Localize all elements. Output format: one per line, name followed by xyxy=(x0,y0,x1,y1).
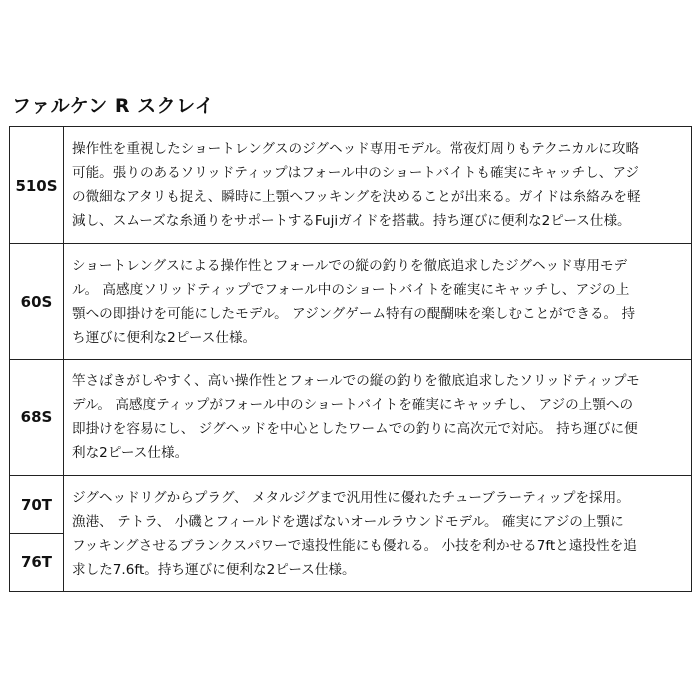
description-line: 漁港、 テトラ、 小磯とフィールドを選ばないオールラウンドモデル。 確実にアジの上顎に xyxy=(72,514,624,530)
description-cell xyxy=(72,254,683,350)
description-cell xyxy=(72,369,683,465)
description-line: ショートレングスによる操作性とフォールでの縦の釣りを徹底追求したジグヘッド専用モデ xyxy=(72,258,628,274)
description-line: ジグヘッドリグからプラグ、 メタルジグまで汎用性に優れたチューブラーティップを採用。 xyxy=(72,490,630,506)
table-row xyxy=(10,360,691,476)
description-line: フッキングさせるブランクスパワーで遠投性能にも優れる。 小技を利かせる7ftと遠投性を追 xyxy=(72,538,637,554)
spec-table xyxy=(9,126,692,592)
description-line: 可能。張りのあるソリッドティップはフォール中のショートバイトも確実にキャッチし、アジ xyxy=(72,165,639,181)
description-line: 求した7.6ft。持ち運びに便利な2ピース仕様。 xyxy=(72,562,356,578)
model-label: 60S xyxy=(20,293,53,311)
model-cell xyxy=(10,244,64,359)
description-line: 減し、スムーズな糸通りをサポートするFujiガイドを搭載。持ち運びに便利な2ピース仕様。 xyxy=(72,213,631,229)
table-row xyxy=(10,244,691,360)
description-line: 操作性を重視したショートレングスのジグヘッド専用モデル。常夜灯周りもテクニカルに攻略 xyxy=(72,141,640,157)
description-line: 利な2ピース仕様。 xyxy=(72,445,189,461)
model-cell xyxy=(10,127,64,243)
description-line: 顎への即掛けを可能にしたモデル。 アジングゲーム特有の醍醐味を楽しむことができる。 持 xyxy=(72,306,636,322)
model-label: 70T xyxy=(20,496,53,514)
description-cell xyxy=(72,486,683,582)
description-line: ち運びに便利な2ピース仕様。 xyxy=(72,330,257,346)
description-line: 竿さばきがしやすく、高い操作性とフォールでの縦の釣りを徹底追求したソリッドティップモ xyxy=(72,373,640,389)
description-line: デル。 高感度ティップがフォール中のショートバイトを確実にキャッチし、 アジの上顎への xyxy=(72,397,634,413)
description-cell xyxy=(72,137,683,233)
table-row xyxy=(10,127,691,244)
model-label: 76T xyxy=(20,553,53,571)
page-title: ファルケン R スクレイ xyxy=(12,95,215,117)
description-line: の微細なアタリも捉え、瞬時に上顎へフッキングを決めることが出来る。ガイドは糸絡みを軽 xyxy=(72,189,641,205)
model-divider xyxy=(10,533,63,534)
description-line: 即掛けを容易にし、 ジグヘッドを中心としたワームでの釣りに高次元で対応。 持ち運びに便 xyxy=(72,421,638,437)
table-row xyxy=(10,476,691,591)
description-line: ル。 高感度ソリッドティップでフォール中のショートバイトを確実にキャッチし、アジの上 xyxy=(72,282,630,298)
model-cell xyxy=(10,476,64,591)
model-cell xyxy=(10,360,64,475)
model-label: 68S xyxy=(20,408,53,426)
model-label: 510S xyxy=(15,177,58,195)
